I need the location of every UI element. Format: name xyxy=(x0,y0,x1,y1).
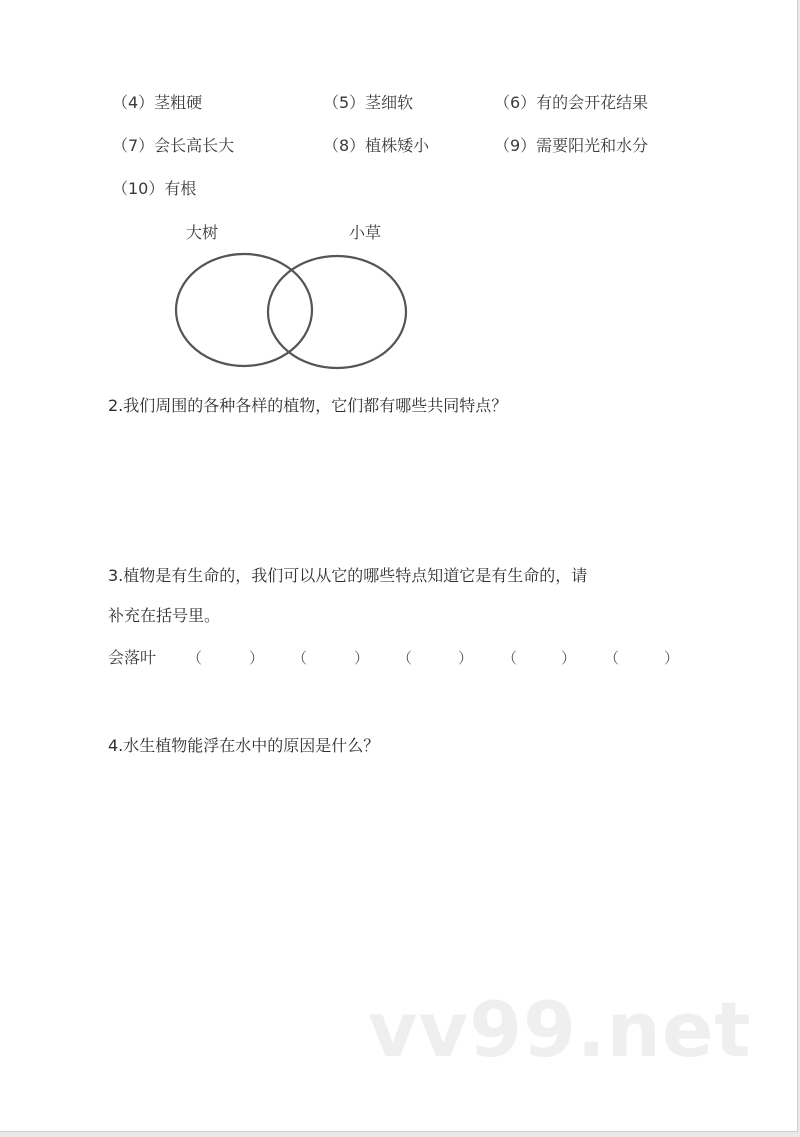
question-3-line-2: 补充在括号里。 xyxy=(108,606,221,625)
blank-5-open: （ xyxy=(604,649,620,667)
question-3-example: 会落叶 xyxy=(108,648,157,667)
venn-circle-small-grass xyxy=(268,256,406,368)
question-2-text: 2.我们周围的各种各样的植物，它们都有哪些共同特点？ xyxy=(108,396,508,415)
option-6: （6）有的会开花结果 xyxy=(494,93,649,112)
venn-label-small-grass: 小草 xyxy=(349,223,382,242)
question-4-text: 4.水生植物能浮在水中的原因是什么？ xyxy=(108,736,380,755)
blank-3-open: （ xyxy=(397,649,413,667)
venn-diagram xyxy=(160,240,420,375)
question-3-line-1: 3.植物是有生命的，我们可以从它的哪些特点知道它是有生命的，请 xyxy=(108,566,588,585)
option-4: （4）茎粗硬 xyxy=(112,93,203,112)
watermark: vv99.net xyxy=(368,985,752,1074)
option-7: （7）会长高长大 xyxy=(112,136,235,155)
option-5: （5）茎细软 xyxy=(323,93,414,112)
blank-3-close: ） xyxy=(458,649,474,667)
blank-4-open: （ xyxy=(502,649,518,667)
blank-2-open: （ xyxy=(292,649,308,667)
blank-4-close: ） xyxy=(561,649,577,667)
option-8: （8）植株矮小 xyxy=(323,136,430,155)
venn-label-big-tree: 大树 xyxy=(186,223,219,242)
option-10: （10）有根 xyxy=(112,179,197,198)
blank-2-close: ） xyxy=(354,649,370,667)
blank-5-close: ） xyxy=(664,649,680,667)
blank-1-open: （ xyxy=(187,649,203,667)
blank-1-close: ） xyxy=(249,649,265,667)
option-9: （9）需要阳光和水分 xyxy=(494,136,649,155)
